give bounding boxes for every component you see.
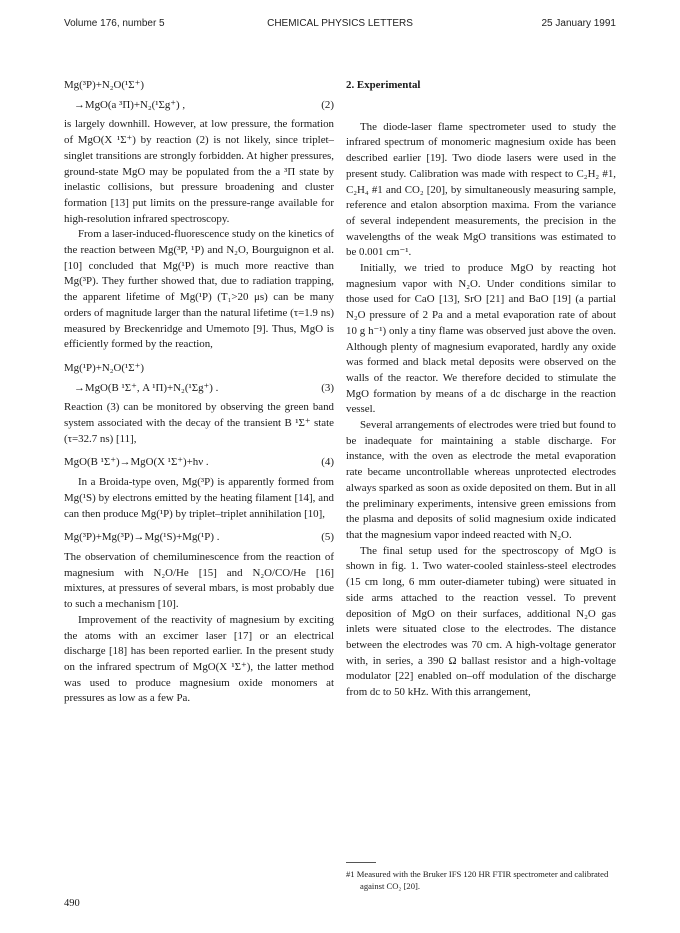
right-column <box>346 78 616 701</box>
equation-3-products: →MgO(B ¹Σ⁺, A ¹Π)+N₂(¹Σg⁺) . <box>74 381 219 394</box>
equation-3-line-2 <box>64 381 334 397</box>
paragraph: is largely downhill. However, at low pressure, the formation of MgO(X ¹Σ⁺) by reaction (2) is not likely, since triplet–singlet transitions are strongly forbidden. At higher pressures, ground-state MgO may be populated from the a ³Π state by inelastic collisions, but pressure broadening and cluster formation [13] put limits on the pressure-range available for high-resolution infrared spectroscopy. <box>64 118 334 225</box>
paragraph: Reaction (3) can be monitored by observing the green band system associated with the decay of the transient B ¹Σ⁺ state (τ=32.7 ns) [11], <box>64 401 334 445</box>
equation-2-line-1 <box>64 78 334 94</box>
paragraph: In a Broida-type oven, Mg(³P) is apparently formed from Mg(¹S) by electrons emitted by the heating filament [14], and can then produce Mg(¹P) by triplet–triplet annihilation [10], <box>64 476 334 520</box>
paragraph: Several arrangements of electrodes were tried but found to be inadequate for maintaining a stable discharge. For instance, with the oven as electrode the metal evaporation rate became uncontrollable whereas unprotected electrodes always sparked as soon as oxide deposited on them. But in all the preliminary experiments, intensive green emissions from the plasma and deposits of solid magnesium oxide indicated that the magnesium vapor indeed reacted with N₂O. <box>346 419 616 541</box>
paragraph: Initially, we tried to produce MgO by reacting hot magnesium vapor with N₂O. Under conditions similar to those used for CaO [13], SrO [21] and BaO [19] (a partial N₂O pressure of 2 Pa and a metal evaporation rate of about 10 g h⁻¹) only a tiny flame was observed just above the oven. Although plenty of magnesium evaporated, hardly any oxide was formed and black metal deposits were observed on the walls of the reactor. We therefore decided to stimulate the MgO formation by means of a dc discharge in the reaction vessel. <box>346 262 616 416</box>
equation-3-reactants: Mg(¹P)+N₂O(¹Σ⁺) <box>64 361 144 374</box>
left-column <box>64 78 334 707</box>
footnote: #1 Measured with the Bruker IFS 120 HR FTIR spectrometer and calibrated against CO₂ [20]. <box>346 869 609 891</box>
equation-3-line-1 <box>64 361 334 377</box>
equation-4 <box>64 455 334 471</box>
issue-date: 25 January 1991 <box>541 18 616 29</box>
section-heading: 2. Experimental <box>346 79 421 91</box>
footnote-divider <box>346 862 376 863</box>
paragraph: The observation of chemiluminescence from the reaction of magnesium with N₂O/He [15] and N₂O/CO/He [16] mixtures, at pressures of several mbars, is most probably due to such a mechanism [10]. <box>64 550 334 611</box>
page-number: 490 <box>64 898 80 909</box>
equation-5 <box>64 530 334 546</box>
paragraph: From a laser-induced-fluorescence study on the kinetics of the reaction between Mg(³P, ¹P) and N₂O, Bourguignon et al. [10] concluded that Mg(¹P) is much more reactive than Mg(³P). They further showed that, due to radiation trapping, the apparent lifetime of Mg(¹P) (T₁>20 μs) can be many orders of magnitude larger than the natural lifetime (τ=1.9 ns) measured by Breckenridge and Umemoto [9]. Thus, MgO is efficiently formed by the reaction, <box>64 228 334 351</box>
equation-4-body: MgO(B ¹Σ⁺)→MgO(X ¹Σ⁺)+hν . <box>64 456 209 469</box>
equation-5-body: Mg(³P)+Mg(³P)→Mg(¹S)+Mg(¹P) . <box>64 531 220 544</box>
paragraph: The final setup used for the spectroscopy of MgO is shown in fig. 1. Two water-cooled stainless-steel electrodes (15 cm long, 6 mm outer-diameter tubing) were situated in side arms attached to the reaction vessel. To prevent deposition of MgO on their surfaces, additional N₂O gas inlets were situated close to the electrodes. The distance between the electrodes was 70 cm. A high-voltage generator with, in series, a 390 Ω ballast resistor and a high-voltage modulator [22] enabled on–off modulation of the discharge from dc to 50 kHz. With this arrangement, <box>346 544 616 699</box>
paragraph: Improvement of the reactivity of magnesium by exciting the atoms with an excimer laser [17] or an electrical discharge [18] has been reported earlier. In the present study on the infrared spectrum of MgO(X ¹Σ⁺), the latter method was used to produce magnesium oxide monomers at pressures as low as a few Pa. <box>64 613 334 705</box>
volume-label: Volume 176, number 5 <box>64 18 165 29</box>
equation-2-line-2 <box>64 98 334 114</box>
equation-2-products: →MgO(a ³Π)+N₂(¹Σg⁺) , <box>74 98 186 111</box>
equation-2-reactants: Mg(³P)+N₂O(¹Σ⁺) <box>64 79 144 91</box>
equation-2-number: (2) <box>321 98 334 111</box>
equation-3-number: (3) <box>321 381 334 394</box>
equation-4-number: (4) <box>321 456 334 469</box>
equation-5-number: (5) <box>321 531 334 544</box>
journal-title: CHEMICAL PHYSICS LETTERS <box>267 18 413 29</box>
paragraph: The diode-laser flame spectrometer used to study the infrared spectrum of monomeric magnesium oxide has been described earlier [19]. Two diode lasers were used in the present study. Calibration was made with respect to C₂H₂ #1, C₂H₄ #1 and CO₂ [20], by simultaneously measuring sample, reference and etalon absorption maxima. From the variance of several independent measurements, the precision in the wavelengths of the weak MgO transitions was estimated to be 0.001 cm⁻¹. <box>346 120 616 259</box>
